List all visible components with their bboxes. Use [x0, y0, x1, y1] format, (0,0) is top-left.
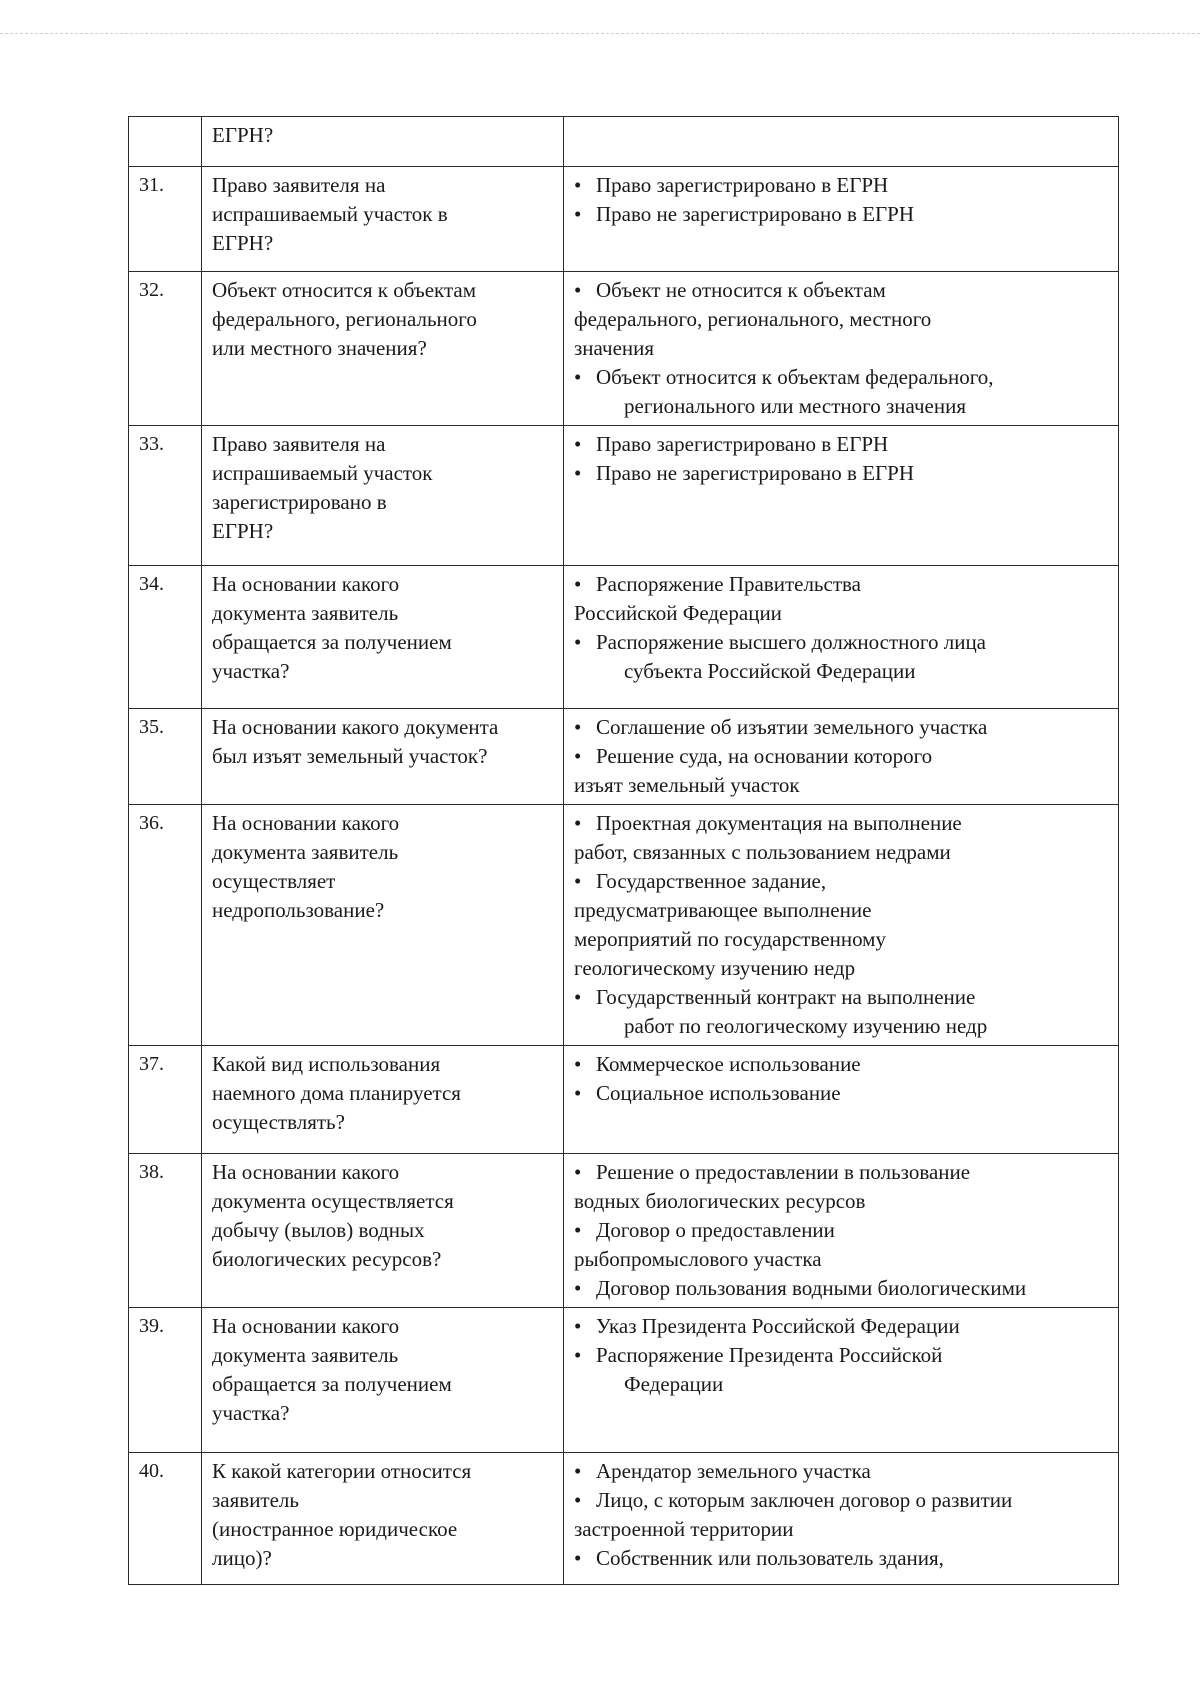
answer-option: [574, 1486, 1112, 1515]
answer-text: Распоряжение Президента Российской: [596, 1343, 943, 1367]
answer-cell: [564, 1308, 1119, 1453]
answer-option: [574, 867, 1112, 896]
answer-cell: [564, 805, 1119, 1046]
question-line: осуществлять?: [212, 1110, 345, 1134]
bullet-icon: •: [574, 1160, 582, 1184]
question-line: лицо)?: [212, 1546, 272, 1570]
bullet-icon: •: [574, 715, 582, 739]
answer-text: Договор пользования водными биологическими: [596, 1276, 1027, 1300]
answer-cell: [564, 566, 1119, 709]
answer-option: [574, 200, 1112, 229]
question-line: испрашиваемый участок в: [212, 202, 448, 226]
answer-wrap-line: предусматривающее выполнение: [574, 898, 872, 922]
answer-option: [574, 363, 1112, 392]
answer-option: [574, 1457, 1112, 1486]
bullet-icon: •: [574, 173, 582, 197]
answer-wrap-line: значения: [574, 336, 655, 360]
answer-option: [574, 1341, 1112, 1370]
answer-option: [574, 628, 1112, 657]
answer-text: Распоряжение Правительства: [596, 572, 861, 596]
answer-cell: [564, 167, 1119, 272]
answer-option: [574, 1544, 1112, 1573]
answer-wrap-line: застроенной территории: [574, 1517, 794, 1541]
question-line: Какой вид использования: [212, 1052, 441, 1076]
question-line: биологических ресурсов?: [212, 1247, 442, 1271]
question-cell: [202, 167, 564, 272]
scan-edge-line: [0, 33, 1200, 34]
bullet-icon: •: [574, 461, 582, 485]
table-row: [129, 1046, 1119, 1154]
answer-option: [574, 276, 1112, 305]
row-number: 33.: [129, 426, 202, 566]
row-number: 35.: [129, 709, 202, 805]
answer-text: Соглашение об изъятии земельного участка: [596, 715, 988, 739]
answer-option: [574, 1274, 1112, 1303]
table-row: [129, 167, 1119, 272]
question-line: наемного дома планируется: [212, 1081, 461, 1105]
question-line: испрашиваемый участок: [212, 461, 433, 485]
question-line: На основании какого документа: [212, 715, 499, 739]
bullet-icon: •: [574, 1218, 582, 1242]
answer-text: Объект относится к объектам федерального,: [596, 365, 994, 389]
bullet-icon: •: [574, 1488, 582, 1512]
bullet-icon: •: [574, 572, 582, 596]
answer-continuation: Федерации: [624, 1372, 724, 1396]
answer-continuation: работ по геологическому изучению недр: [624, 1014, 988, 1038]
row-number: 31.: [129, 167, 202, 272]
answer-wrap-line: изъят земельный участок: [574, 773, 800, 797]
answer-cell: [564, 117, 1119, 167]
row-number: 36.: [129, 805, 202, 1046]
question-cell: [202, 272, 564, 426]
question-line: Объект относится к объектам: [212, 278, 477, 302]
table-body: [129, 117, 1119, 1585]
answer-option: [574, 1158, 1112, 1187]
question-line: участка?: [212, 659, 290, 683]
question-line: ЕГРН?: [212, 123, 274, 147]
answer-option: [574, 742, 1112, 771]
bullet-icon: •: [574, 1052, 582, 1076]
bullet-icon: •: [574, 1276, 582, 1300]
answer-option: [574, 1216, 1112, 1245]
question-cell: [202, 1046, 564, 1154]
question-line: документа заявитель: [212, 601, 399, 625]
answer-text: Лицо, с которым заключен договор о развитии: [596, 1488, 1013, 1512]
answer-text: Право не зарегистрировано в ЕГРН: [596, 202, 915, 226]
bullet-icon: •: [574, 985, 582, 1009]
answer-text: Право зарегистрировано в ЕГРН: [596, 432, 889, 456]
answer-option: [574, 430, 1112, 459]
question-line: документа заявитель: [212, 1343, 399, 1367]
bullet-icon: •: [574, 1081, 582, 1105]
answer-continuation: регионального или местного значения: [624, 394, 966, 418]
answer-wrap-line: рыбопромыслового участка: [574, 1247, 822, 1271]
question-line: (иностранное юридическое: [212, 1517, 458, 1541]
question-line: документа осуществляется: [212, 1189, 454, 1213]
table-row: [129, 709, 1119, 805]
row-number: 39.: [129, 1308, 202, 1453]
question-line: осуществляет: [212, 869, 336, 893]
question-line: Право заявителя на: [212, 173, 386, 197]
answer-wrap-line: Российской Федерации: [574, 601, 782, 625]
answer-cell: [564, 426, 1119, 566]
answer-wrap-line: работ, связанных с пользованием недрами: [574, 840, 951, 864]
row-number: 34.: [129, 566, 202, 709]
answer-text: Арендатор земельного участка: [596, 1459, 871, 1483]
question-cell: [202, 1308, 564, 1453]
answer-text: Государственное задание,: [596, 869, 827, 893]
answer-option: [574, 1079, 1112, 1108]
answer-option: [574, 713, 1112, 742]
table-row: [129, 426, 1119, 566]
answer-wrap-line: мероприятий по государственному: [574, 927, 886, 951]
bullet-icon: •: [574, 811, 582, 835]
table-row: [129, 566, 1119, 709]
question-line: Право заявителя на: [212, 432, 386, 456]
question-line: участка?: [212, 1401, 290, 1425]
answer-text: Решение суда, на основании которого: [596, 744, 933, 768]
question-line: федерального, регионального: [212, 307, 477, 331]
bullet-icon: •: [574, 365, 582, 389]
answer-text: Договор о предоставлении: [596, 1218, 835, 1242]
bullet-icon: •: [574, 1459, 582, 1483]
bullet-icon: •: [574, 1546, 582, 1570]
answer-text: Проектная документация на выполнение: [596, 811, 962, 835]
question-cell: [202, 566, 564, 709]
answer-wrap-line: геологическому изучению недр: [574, 956, 856, 980]
question-line: обращается за получением: [212, 1372, 452, 1396]
question-line: документа заявитель: [212, 840, 399, 864]
row-number: 38.: [129, 1154, 202, 1308]
answer-cell: [564, 1046, 1119, 1154]
bullet-icon: •: [574, 278, 582, 302]
answer-option: [574, 171, 1112, 200]
answer-wrap-line: федерального, регионального, местного: [574, 307, 932, 331]
row-number: 40.: [129, 1453, 202, 1585]
answer-option: [574, 809, 1112, 838]
bullet-icon: •: [574, 744, 582, 768]
answer-continuation: субъекта Российской Федерации: [624, 659, 916, 683]
bullet-icon: •: [574, 432, 582, 456]
question-cell: [202, 709, 564, 805]
question-line: обращается за получением: [212, 630, 452, 654]
question-line: На основании какого: [212, 572, 400, 596]
question-line: был изъят земельный участок?: [212, 744, 488, 768]
answer-text: Решение о предоставлении в пользование: [596, 1160, 971, 1184]
answer-option: [574, 1050, 1112, 1079]
answer-option: [574, 459, 1112, 488]
question-cell: [202, 1453, 564, 1585]
answer-wrap-line: водных биологических ресурсов: [574, 1189, 866, 1213]
question-line: или местного значения?: [212, 336, 427, 360]
question-cell: [202, 1154, 564, 1308]
question-line: заявитель: [212, 1488, 299, 1512]
answer-text: Право не зарегистрировано в ЕГРН: [596, 461, 915, 485]
question-cell: [202, 805, 564, 1046]
answer-cell: [564, 1154, 1119, 1308]
bullet-icon: •: [574, 202, 582, 226]
table-row: [129, 1308, 1119, 1453]
question-line: К какой категории относится: [212, 1459, 472, 1483]
row-number: 32.: [129, 272, 202, 426]
question-line: На основании какого: [212, 1314, 400, 1338]
bullet-icon: •: [574, 630, 582, 654]
question-line: недропользование?: [212, 898, 385, 922]
answer-text: Социальное использование: [596, 1081, 841, 1105]
question-line: На основании какого: [212, 1160, 400, 1184]
question-line: ЕГРН?: [212, 519, 274, 543]
answer-cell: [564, 1453, 1119, 1585]
bullet-icon: •: [574, 869, 582, 893]
answer-text: Распоряжение высшего должностного лица: [596, 630, 987, 654]
table-row: [129, 117, 1119, 167]
row-number: [129, 117, 202, 167]
question-line: зарегистрировано в: [212, 490, 387, 514]
question-line: На основании какого: [212, 811, 400, 835]
table-row: [129, 1154, 1119, 1308]
questions-table: [128, 116, 1119, 1585]
answer-cell: [564, 272, 1119, 426]
answer-text: Указ Президента Российской Федерации: [596, 1314, 960, 1338]
answer-text: Государственный контракт на выполнение: [596, 985, 976, 1009]
answer-text: Право зарегистрировано в ЕГРН: [596, 173, 889, 197]
question-line: добычу (вылов) водных: [212, 1218, 425, 1242]
answer-text: Коммерческое использование: [596, 1052, 861, 1076]
answer-cell: [564, 709, 1119, 805]
answer-option: [574, 983, 1112, 1012]
answer-text: Собственник или пользователь здания,: [596, 1546, 944, 1570]
answer-text: Объект не относится к объектам: [596, 278, 886, 302]
answer-option: [574, 570, 1112, 599]
bullet-icon: •: [574, 1314, 582, 1338]
table-row: [129, 272, 1119, 426]
table-row: [129, 805, 1119, 1046]
bullet-icon: •: [574, 1343, 582, 1367]
question-cell: [202, 426, 564, 566]
answer-option: [574, 1312, 1112, 1341]
table-row: [129, 1453, 1119, 1585]
row-number: 37.: [129, 1046, 202, 1154]
question-line: ЕГРН?: [212, 231, 274, 255]
question-cell: [202, 117, 564, 167]
